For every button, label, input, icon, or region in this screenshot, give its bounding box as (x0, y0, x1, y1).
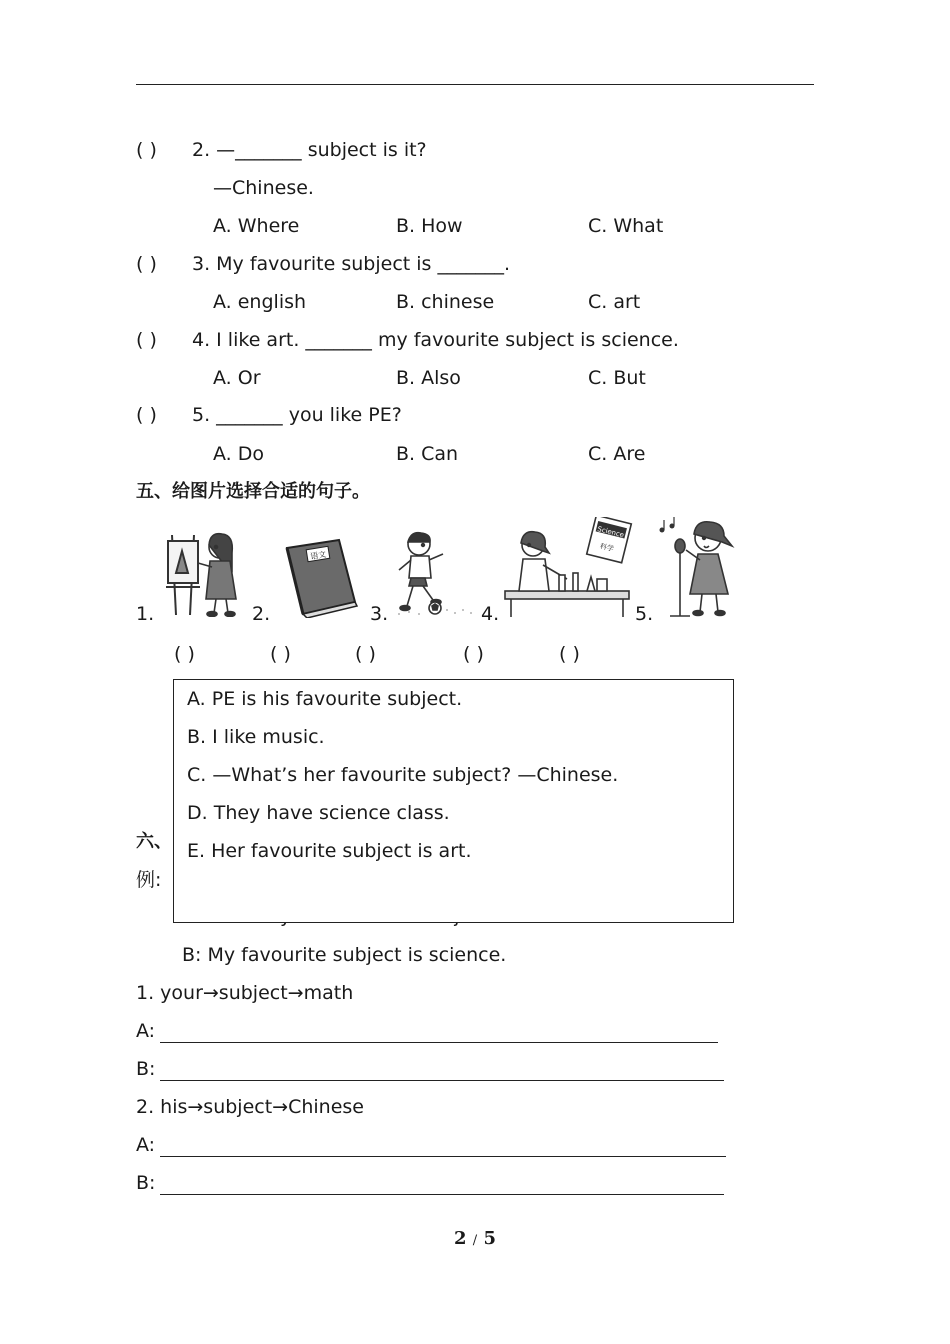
option-a: A. Do (213, 443, 264, 465)
section6-title: 六、 (136, 831, 172, 852)
picture-answer-blank[interactable]: ( ) (270, 643, 291, 665)
page-number (0, 1228, 950, 1249)
answer-label-a: A: (136, 1020, 156, 1042)
option-b: B. Can (396, 443, 459, 465)
answer-line[interactable] (160, 1080, 724, 1081)
picture-number: 5. (635, 603, 654, 625)
page-current: 2 (453, 1228, 467, 1249)
question-stem: 5. _______ you like PE? (192, 404, 402, 426)
picture-answer-blank[interactable]: ( ) (559, 643, 580, 665)
sentence-option: A. PE is his favourite subject. (187, 688, 463, 710)
answer-line[interactable] (160, 1156, 726, 1157)
sentence-option: E. Her favourite subject is art. (187, 840, 472, 862)
book-subtitle: 科学 (599, 542, 615, 554)
picture-number: 3. (370, 603, 389, 625)
option-b: B. How (396, 215, 463, 237)
sentence-option: C. —What’s her favourite subject? —Chinese. (187, 764, 619, 786)
picture-number: 1. (136, 603, 155, 625)
girl-painting-easel-icon (164, 527, 244, 617)
sentence-options-box (173, 679, 734, 923)
book-label: 语文 (309, 549, 327, 562)
section-title: 五、给图片选择合适的句子。 (136, 481, 370, 502)
answer-paren[interactable]: ( ) (136, 139, 157, 161)
answer-paren[interactable]: ( ) (136, 329, 157, 351)
page-separator: / (472, 1233, 478, 1248)
question-stem: 2. —_______ subject is it? (192, 139, 427, 161)
answer-paren[interactable]: ( ) (136, 253, 157, 275)
question-stem: 4. I like art. _______ my favourite subject is science. (192, 329, 679, 351)
answer-label-b: B: (136, 1172, 156, 1194)
option-c: C. art (588, 291, 641, 313)
option-a: A. english (213, 291, 307, 313)
book-title: Science (596, 525, 625, 540)
page-total: 5 (483, 1228, 496, 1249)
example-label: 例: (136, 869, 162, 891)
girl-science-lab-icon (503, 517, 633, 619)
item-prompt: 2. his→subject→Chinese (136, 1096, 364, 1118)
option-a: A. Where (213, 215, 300, 237)
option-c: C. But (588, 367, 646, 389)
answer-label-a: A: (136, 1134, 156, 1156)
question-reply: —Chinese. (213, 177, 314, 199)
picture-answer-blank[interactable]: ( ) (174, 643, 195, 665)
picture-number: 4. (481, 603, 500, 625)
answer-line[interactable] (160, 1042, 718, 1043)
sentence-option: B. I like music. (187, 726, 325, 748)
option-a: A. Or (213, 367, 261, 389)
boy-playing-football-icon (389, 528, 479, 618)
picture-answer-blank[interactable]: ( ) (463, 643, 484, 665)
option-b: B. chinese (396, 291, 495, 313)
question-stem: 3. My favourite subject is _______. (192, 253, 511, 275)
option-c: C. What (588, 215, 664, 237)
chinese-book-icon (281, 538, 359, 618)
answer-line[interactable] (160, 1194, 724, 1195)
option-b: B. Also (396, 367, 461, 389)
header-rule (136, 84, 814, 85)
sentence-option: D. They have science class. (187, 802, 450, 824)
example-line-b: B: My favourite subject is science. (182, 944, 507, 966)
picture-answer-blank[interactable]: ( ) (355, 643, 376, 665)
girl-singing-microphone-icon (656, 514, 742, 620)
item-prompt: 1. your→subject→math (136, 982, 354, 1004)
option-c: C. Are (588, 443, 646, 465)
picture-number: 2. (252, 603, 271, 625)
answer-paren[interactable]: ( ) (136, 404, 157, 426)
answer-label-b: B: (136, 1058, 156, 1080)
